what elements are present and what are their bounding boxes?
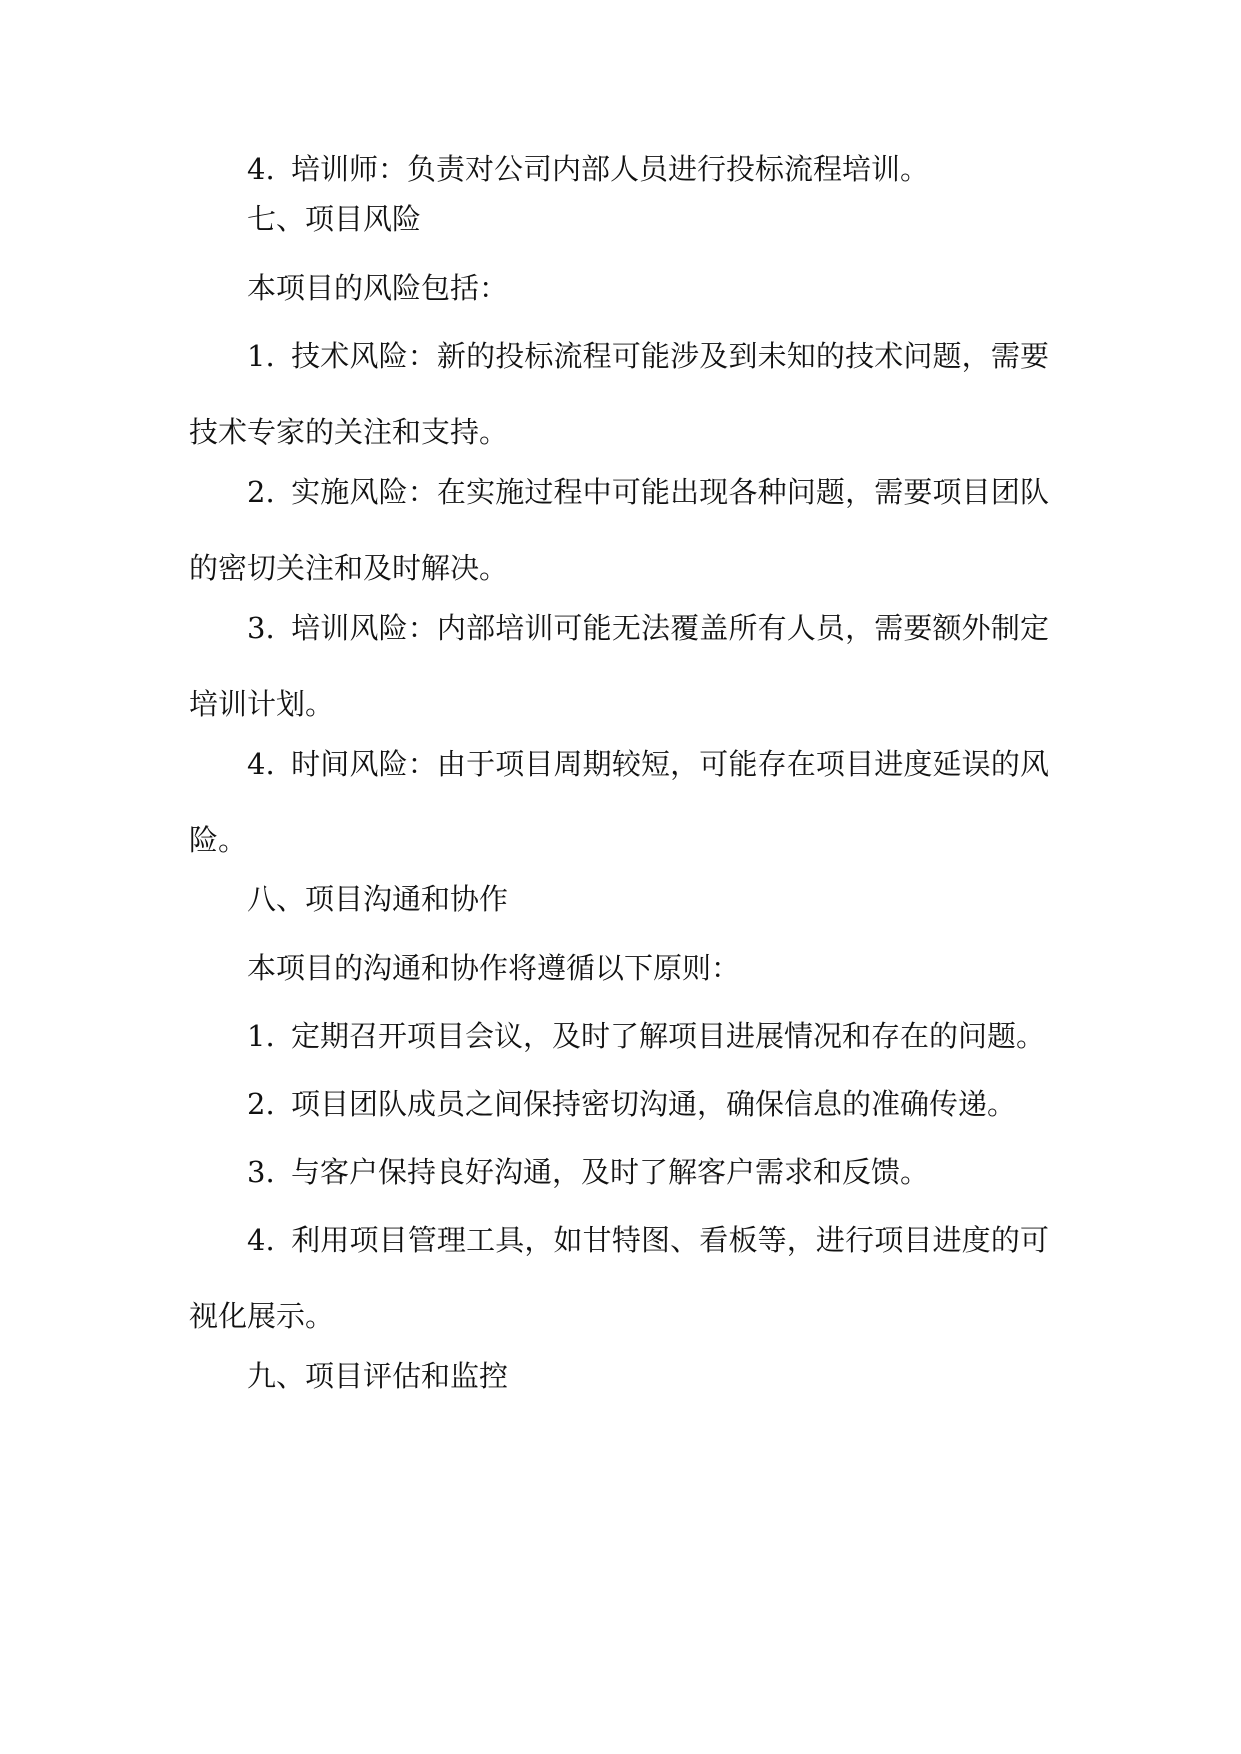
section-heading <box>189 1338 1049 1414</box>
heading-text: 七、项目风险 <box>247 202 422 236</box>
paragraph-text: 实施风险：在实施过程中可能出现各种问题，需要项目团队的密切关注和及时解决。 <box>189 475 1049 585</box>
paragraph-text: 本项目的沟通和协作将遵循以下原则： <box>247 951 741 985</box>
heading-text: 九、项目评估和监控 <box>247 1359 509 1393</box>
paragraph-text: 技术风险：新的投标流程可能涉及到未知的技术问题，需要技术专家的关注和支持。 <box>189 339 1049 449</box>
list-number: 4. <box>247 1223 275 1257</box>
list-item <box>189 590 1049 742</box>
list-item <box>189 454 1049 606</box>
heading-text: 八、项目沟通和协作 <box>247 882 509 916</box>
paragraph-text: 与客户保持良好沟通，及时了解客户需求和反馈。 <box>291 1155 930 1189</box>
list-item <box>189 1202 1049 1354</box>
list-item <box>189 998 1049 1074</box>
paragraph-text: 本项目的风险包括： <box>247 271 509 305</box>
paragraph <box>189 250 1049 326</box>
section-heading <box>189 861 1049 937</box>
section-heading <box>189 181 1049 257</box>
list-item <box>189 726 1049 878</box>
list-number: 2. <box>247 475 275 509</box>
list-item <box>189 1066 1049 1142</box>
list-number: 3. <box>247 1155 275 1189</box>
paragraph-text: 培训师：负责对公司内部人员进行投标流程培训。 <box>291 152 930 186</box>
paragraph-text: 时间风险：由于项目周期较短，可能存在项目进度延误的风险。 <box>189 747 1049 857</box>
paragraph-text: 培训风险：内部培训可能无法覆盖所有人员，需要额外制定培训计划。 <box>189 611 1049 721</box>
list-number: 1. <box>247 339 275 373</box>
list-number: 4. <box>247 747 275 781</box>
paragraph-text: 利用项目管理工具，如甘特图、看板等，进行项目进度的可视化展示。 <box>189 1223 1049 1333</box>
list-item <box>189 318 1049 470</box>
list-number: 1. <box>247 1019 275 1053</box>
paragraph-text: 定期召开项目会议，及时了解项目进展情况和存在的问题。 <box>291 1019 1046 1053</box>
paragraph <box>189 930 1049 1006</box>
list-number: 4. <box>247 152 275 186</box>
list-number: 2. <box>247 1087 275 1121</box>
list-item <box>189 1134 1049 1210</box>
list-number: 3. <box>247 611 275 645</box>
paragraph-text: 项目团队成员之间保持密切沟通，确保信息的准确传递。 <box>291 1087 1017 1121</box>
